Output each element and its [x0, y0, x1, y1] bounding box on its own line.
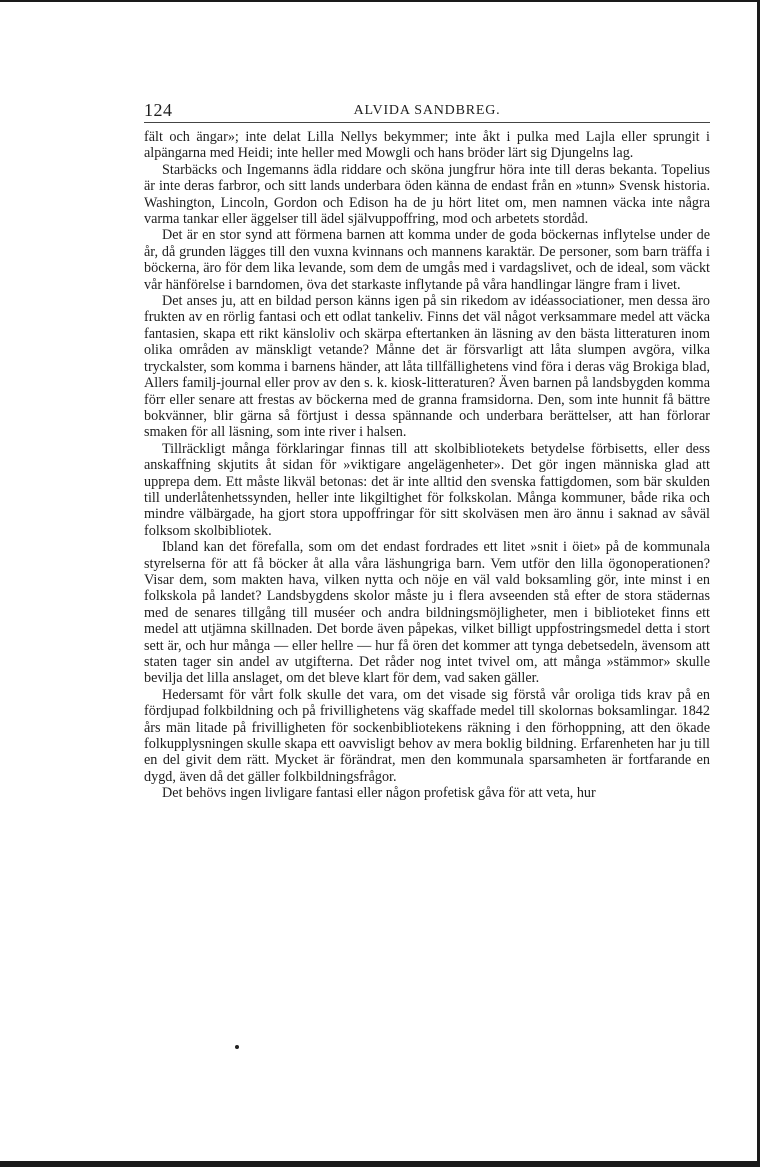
body-text	[144, 129, 710, 802]
paragraph: Starbäcks och Ingemanns ädla riddare och sköna jungfrur höra inte till deras bekanta. Topelius är inte deras farbror, och sitt lands underbara öden känna de endast från en »tunn» Svensk historia. Washington, Lincoln, Gordon och Edison ha de ju hört litet om, men namnen väcka inte några varma tankar eller äggelser till ädel självuppoffring, mod och arbetets stordåd.	[144, 161, 710, 228]
paragraph: Hedersamt för vårt folk skulle det vara, om det visade sig förstå vår oroliga tids krav på en fördjupad folkbildning och på frivillighetens väg skaffade medel till skolornas boksamlingar. 1842 års män litade på frivilligheten för sockenbibliotekens räkning i den förhoppning, att den ökade folkupplysningen skulle skapa ett oavvisligt behov av mera boklig bildning. Erfarenheten har ju till en del givit dem rätt. Mycket är förändrat, men den kommunala sparsamheten är fortfarande en dygd, även då det gäller folkbildningsfrågor.	[144, 686, 710, 785]
paragraph: Det är en stor synd att förmena barnen att komma under de goda böckernas inflytelse under de år, då grunden lägges till den vuxna kvinnans och mannens karaktär. De personer, som barn träffa i böckerna, äro för dem lika levande, som dem de umgås med i vardagslivet, och de ideal, som väckt vår hänförelse i barndomen, öva det starkaste inflytande på våra handlingar längre fram i livet.	[144, 227, 710, 293]
running-title: ALVIDA SANDBREG.	[353, 103, 501, 118]
page-number: 124	[144, 100, 173, 120]
paragraph-last: Det behövs ingen livligare fantasi eller någon profetisk gåva för att veta, hur	[162, 785, 596, 802]
paragraph-continued: fält och ängar»; inte delat Lilla Nellys bekymmer; inte åkt i pulka med Lajla eller sprungit i alpängarna med Heidi; inte heller med Mowgli och hans bröder lärt sig Djungelns lag.	[144, 129, 710, 162]
paragraph: Tillräckligt många förklaringar finnas till att skolbibliotekets betydelse förbisetts, eller dess anskaffning skjutits åt sidan för »viktigare angelägenheter». Det gör ingen människa glad att upprepa dem. Ett måste likväl betonas: det är inte alltid den svenska fattigdomen, som bär skulden till underlåtenhetssynden, heller inte likgiltighet för folkskolan. Många kommuner, både rika och mindre välbärgade, ha gjort stora uppoffringar för sitt skolväsen men äro ännu i saknad av såväl folksom skolbibliotek.	[144, 440, 710, 539]
book-page	[144, 100, 710, 802]
scan-border-bottom	[0, 1161, 760, 1167]
paragraph: Det anses ju, att en bildad person känns igen på sin rikedom av idéassociationer, men dessa äro frukten av en rörlig fantasi och ett odlat tankeliv. Finns det väl något verksammare medel att väcka fantasien, skapa ett rikt känsloliv och skärpa eftertanken än läsning av den bästa litteraturen inom olika områden av mänskligt vetande? Månne det är försvarligt att låta slumpen avgöra, vilka tryckalster, som komma i barnens händer, att låta tillfällighetens vind föra i deras väg Brokiga blad, Allers familj-journal eller prov av den s. k. kiosk-litteraturen? Även barnen på landsbygden komma förr eller senare att frestas av böckerna med de granna framsidorna. Den, som inte hunnit få bättre bokvänner, blir gärna så förtjust i dessa spännande och underbara berättelser, att han förlorar smaken för all läsning, som inte river i halsen.	[144, 293, 710, 441]
scan-border-top	[0, 0, 760, 2]
paragraph: Ibland kan det förefalla, som om det endast fordrades ett litet »snit i öiet» på de kommunala styrelserna för att få böcker åt alla våra läshungriga barn. Vem utför den lilla ögonoperationen? Visar dem, som makten hava, vilken nytta och nöje en väl vald boksamling gör, inte minst i en folkskola på landet? Landsbygdens skolor måste ju i flera avseenden stå efter de stora städernas med de senares tillgång till muséer och andra bildningsmöjligheter, men i biblioteket finns ett medel att utjämna skillnaden. Det borde även påpekas, vilket billigt uppfostringsmedel detta i stort sett är, och hur många — eller hellre — hur få ören det kommer att tynga debetsedeln, ävensom att staten tager sin andel av utgifterna. Det råder nog intet tvivel om, att många »stämmor» skulle bevilja det lilla anslaget, om det bleve klart för dem, vad saken gäller.	[144, 539, 710, 687]
ink-speck	[235, 1045, 239, 1049]
running-header	[144, 100, 710, 123]
